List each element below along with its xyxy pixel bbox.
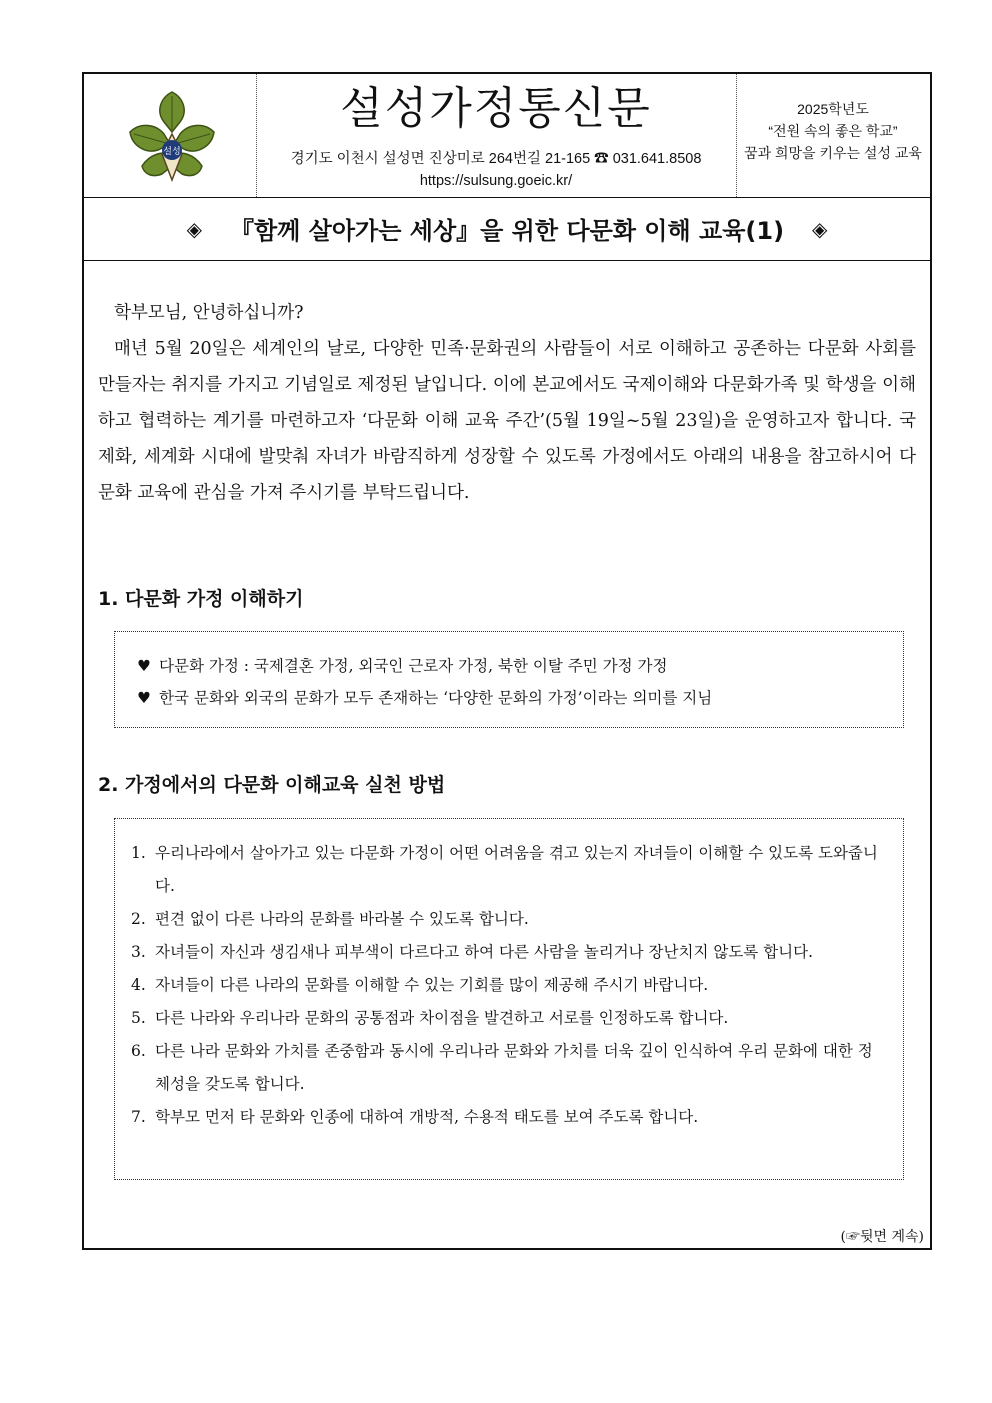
- section1-box: [114, 631, 904, 728]
- section2-heading: 2. 가정에서의 다문화 이해교육 실천 방법: [98, 774, 446, 796]
- slogan-line-2: 꿈과 희망을 키우는 설성 교육: [744, 145, 922, 161]
- list-item: 1. 우리나라에서 살아가고 있는 다문화 가정이 어떤 어려움을 겪고 있는지 자녀들이 이해할 수 있도록 도와줍니다.: [131, 844, 878, 895]
- school-year: 2025학년도: [797, 101, 869, 117]
- list-item: 5. 다른 나라와 우리나라 문화의 공통점과 차이점을 발견하고 서로를 인정하도록 합니다.: [131, 1009, 729, 1027]
- list-item: 4. 자녀들이 다른 나라의 문화를 이해할 수 있는 기회를 많이 제공해 주시기 바랍니다.: [131, 976, 709, 994]
- continued-note: (☞뒷면 계속): [840, 1229, 924, 1245]
- section2-box: [114, 818, 904, 1180]
- practice-list: [131, 837, 887, 1134]
- greeting: 학부모님, 안녕하십니까?: [114, 303, 304, 323]
- school-logo: [122, 88, 222, 188]
- diamond-left-icon: ◈: [186, 216, 202, 241]
- section1-bullet: ♥ 한국 문화와 외국의 문화가 모두 존재하는 ‘다양한 문화의 가정’이라는 의미를 지님: [137, 682, 881, 714]
- heart-icon: ♥: [137, 689, 151, 707]
- section1-bullet: ♥ 다문화 가정 : 국제결혼 가정, 외국인 근로자 가정, 북한 이탈 주민 가정 가정: [137, 650, 881, 682]
- school-address: 경기도 이천시 설성면 진상미로 264번길 21-165 ☎ 031.641.8508: [290, 151, 702, 167]
- slogan-line-1: “전원 속의 좋은 학교”: [768, 123, 898, 139]
- list-item: 2. 편견 없이 다른 나라의 문화를 바라볼 수 있도록 합니다.: [131, 910, 529, 928]
- school-url[interactable]: https://sulsung.goeic.kr/: [419, 173, 573, 189]
- logo-text: 설성: [163, 147, 181, 157]
- logo-cell: [84, 74, 257, 197]
- intro-paragraph: 매년 5월 20일은 세계인의 날로, 다양한 민족·문화권의 사람들이 서로 이해하고 공존하는 다문화 사회를 만들자는 취지를 가지고 기념일로 제정된 날입니다. 이에 본교에서도 국제이해와 다문화가족 및 학생을 이해하고 협력하는 계기를 마련하고자 ‘다문화 이해 교육 주간’(5월 19일~5월 23일)을 운영하고자 합니다. 국제화, 세계화 시대에 발맞춰 자녀가 바람직하게 성장할 수 있도록 가정에서도 아래의 내용을 참고하시어 다문화 교육에 관심을 가져 주시기를 부탁드립니다.: [98, 339, 916, 503]
- section1-heading: 1. 다문화 가정 이해하기: [98, 588, 304, 610]
- newsletter-frame: [82, 72, 932, 1250]
- header: [84, 74, 930, 198]
- title-banner: [84, 197, 930, 261]
- intro: [98, 295, 916, 511]
- diamond-right-icon: ◈: [812, 216, 828, 241]
- title-cell: [256, 74, 737, 197]
- banner-title: 『함께 살아가는 세상』을 위한 다문화 이해 교육(1): [229, 217, 785, 245]
- heart-icon: ♥: [137, 657, 151, 675]
- list-item: 6. 다른 나라 문화와 가치를 존중함과 동시에 우리나라 문화와 가치를 더욱 깊이 인식하여 우리 문화에 대한 정체성을 갖도록 합니다.: [131, 1042, 873, 1093]
- side-cell: [736, 74, 930, 197]
- list-item: 3. 자녀들이 자신과 생김새나 피부색이 다르다고 하여 다른 사람을 놀리거나 장난치지 않도록 합니다.: [131, 943, 814, 961]
- newsletter-title: 설성가정통신문: [340, 83, 652, 134]
- list-item: 7. 학부모 먼저 타 문화와 인종에 대하여 개방적, 수용적 태도를 보여 주도록 합니다.: [131, 1108, 699, 1126]
